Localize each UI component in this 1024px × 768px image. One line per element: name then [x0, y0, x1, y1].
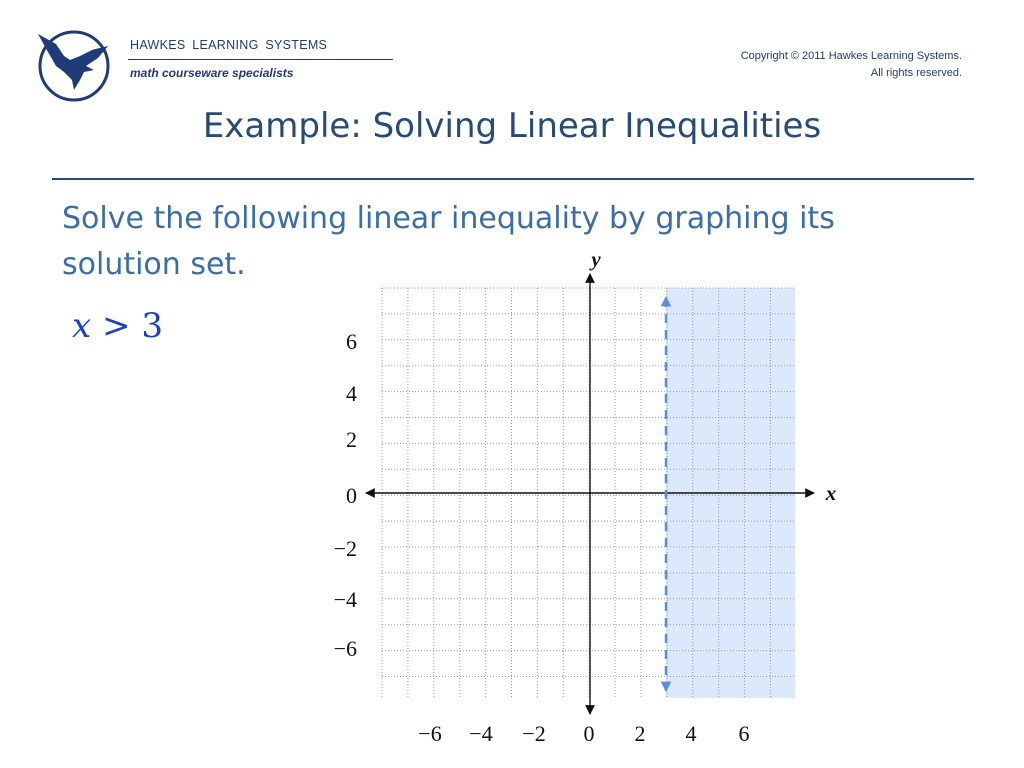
- x-tick-label: 2: [634, 721, 646, 746]
- x-tick-label: 4: [685, 721, 697, 746]
- x-tick-label: 6: [738, 721, 750, 746]
- brand-tagline: math courseware specialists: [130, 66, 294, 80]
- y-tick-label: 0: [346, 483, 357, 508]
- y-tick-label: 2: [346, 427, 357, 452]
- slide-title: Example: Solving Linear Inequalities: [202, 106, 822, 146]
- inequality-variable: x: [72, 306, 92, 346]
- x-tick-label: −2: [522, 721, 546, 746]
- x-axis-label: x: [825, 481, 837, 505]
- inequality-constant: 3: [141, 306, 163, 346]
- prompt-line: Solve the following linear inequality by graphing its: [62, 201, 835, 236]
- brand-name: HAWKES LEARNING SYSTEMS: [130, 38, 328, 52]
- copyright-line: Copyright © 2011 Hawkes Learning Systems.: [740, 50, 962, 62]
- y-tick-label: 6: [346, 329, 357, 354]
- y-axis-label: y: [591, 247, 601, 271]
- y-tick-label: −4: [333, 587, 357, 612]
- x-tick-label: 0: [583, 721, 595, 746]
- x-tick-label: −6: [418, 721, 442, 746]
- x-tick-label: −4: [469, 721, 493, 746]
- inequality-operator: >: [102, 306, 131, 346]
- y-tick-label: −6: [333, 636, 357, 661]
- y-tick-label: 4: [346, 381, 357, 406]
- rights-line: All rights reserved.: [870, 67, 962, 79]
- y-tick-label: −2: [333, 536, 357, 561]
- prompt-line: solution set.: [62, 247, 246, 282]
